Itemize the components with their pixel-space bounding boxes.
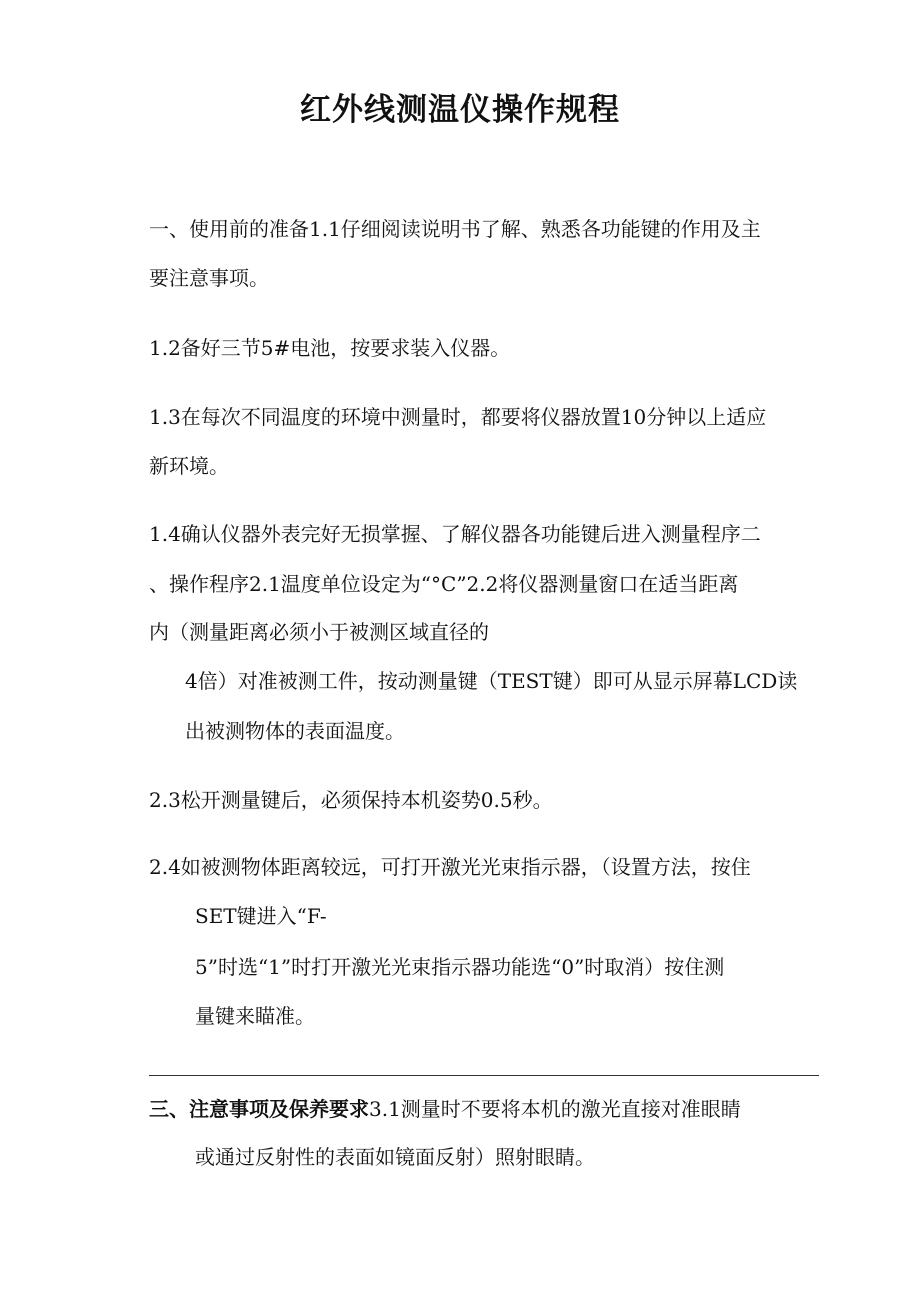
section3-line — [149, 1094, 741, 1124]
text-line: 要注意事项。 — [149, 266, 269, 290]
text-line: 2.3松开测量键后，必须保持本机姿势0.5秒。 — [149, 788, 553, 812]
text-line: 或通过反射性的表面如镜面反射）照射眼睛。 — [195, 1145, 595, 1169]
text-line: 一、使用前的准备1.1仔细阅读说明书了解、熟悉各功能键的作用及主 — [149, 217, 761, 241]
text-line: 1.3在每次不同温度的环境中测量时，都要将仪器放置10分钟以上适应 — [149, 405, 767, 429]
text-line: 5”时选“1”时打开激光光束指示器功能选“0”时取消）按住测 — [195, 955, 725, 979]
document-title: 红外线测温仪操作规程 — [300, 92, 620, 128]
text-line: 2.4如被测物体距离较远，可打开激光光束指示器，（设置方法，按住 — [149, 855, 751, 879]
text-line: 量键来瞄准。 — [195, 1004, 315, 1028]
text-line: 内（测量距离必须小于被测区域直径的 — [149, 620, 489, 644]
text-line: 出被测物体的表面温度。 — [185, 719, 405, 743]
section3-heading: 三、注意事项及保养要求 — [149, 1097, 369, 1121]
text-line: 新环境。 — [149, 454, 229, 478]
text-line: 、操作程序2.1温度单位设定为“°C”2.2将仪器测量窗口在适当距离 — [149, 572, 739, 596]
text-line: 4倍）对准被测工件，按动测量键（TEST键）即可从显示屏幕LCD读 — [185, 669, 798, 693]
text-line: 1.4确认仪器外表完好无损掌握、了解仪器各功能键后进入测量程序二 — [149, 522, 761, 546]
section3-text: 3.1测量时不要将本机的激光直接对准眼睛 — [369, 1097, 741, 1121]
section-divider — [149, 1075, 819, 1076]
text-line: SET键进入“F- — [195, 904, 327, 928]
text-line: 1.2备好三节5#电池，按要求装入仪器。 — [149, 336, 511, 360]
